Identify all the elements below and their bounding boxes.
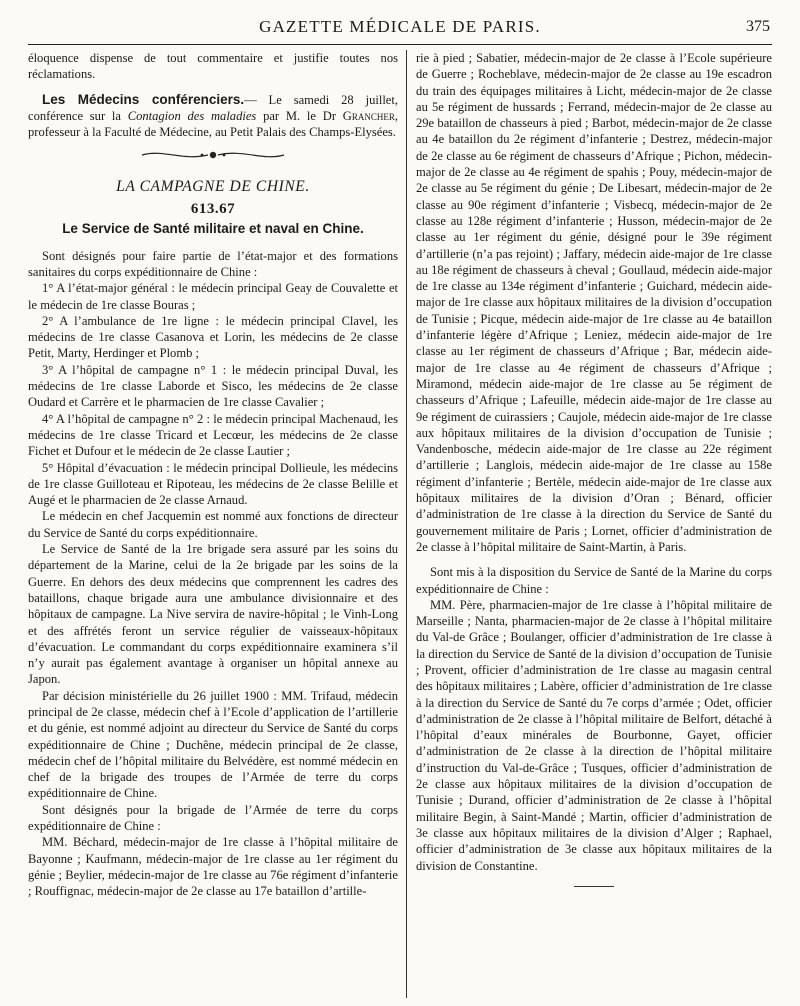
paragraph: Sont désignés pour faire partie de l’état-major et des formations sanitaires du corps expéditionnaire de Chine : [28,248,398,279]
article-number: 613.67 [190,201,236,218]
paragraph: 3° A l’hôpital de campagne n° 1 : le médecin principal Duval, les médecins de 1re classe Laborde et Sisco, les médecins de 2e classe Oudard et Carrère et le pharmacien de 1re classe Cavalier ; [28,362,398,410]
right-column [416,50,772,998]
paragraph: 2° A l’ambulance de 1re ligne : le médecin principal Clavel, les médecins de 1re classe Casanova et Lorin, les médecins de 2e classe Petit, Marty, Herdinger et Plomb ; [28,313,398,361]
paragraph: MM. Béchard, médecin-major de 1re classe à l’hôpital militaire de Bayonne ; Kaufmann, médecin-major de 1re classe au 1er régiment du génie ; Beylier, médecin-major de 1re classe au 76e régiment d’infanterie ; Rouffignac, médecin-major de 2e classe au 17e bataillon d’artille- [28,835,398,899]
intro-paragraph: éloquence dispense de tout commentaire et justifie toutes nos réclamations. [28,51,398,82]
section-title: LA CAMPAGNE DE CHINE. [116,177,310,195]
paragraph: rie à pied ; Sabatier, médecin-major de 2e classe à l’Ecole supérieure de Guerre ; Rocheblave, médecin-major de 2e classe au 19e escadron du train des équipages militaires à Licht, médecin-major de 2e classe au 5e régiment de hussards ; Ferrand, médecin-major de 2e classe au 29e bataillon de chasseurs à pied ; Barbot, médecin-major de 2e classe au 4e bataillon du 2e régiment d’infanterie ; Destrez, médecin-major de 2e classe au 6e régiment de chasseurs d’Afrique ; Pichon, médecin-major de 2e classe au 4e régiment de spahis ; Pouy, médecin-major de 2e classe au 5e régiment du génie ; De Libesart, médecin-major de 2e classe au 90e régiment d’infanterie ; Visbecq, médecin-major de 2e classe au 128e régiment d’infanterie ; Husson, médecin-major de 2e classe au 1er régiment du génie, désigné pour le 39e régiment d’artillerie (n’a pas rejoint) ; Jaffary, médecin aide-major de 1re classe au 18e régiment de chasseurs à cheval ; Goullaud, médecin aide-major de 1re classe au 134e régiment d’infanterie ; Guichard, médecin aide-major de 1re classe aux hôpitaux militaires de la division d’occupation de Tunisie ; Picque, médecin aide-major de 1re classe au 4e bataillon d’infanterie légère d’Afrique ; Leniez, médecin aide-major de 1re classe au 1er régiment de chasseurs d’Afrique ; Bar, médecin aide-major de 1re classe au 4e régiment de chasseurs d’Afrique ; Miramond, médecin aide-major de 1re classe au 5e régiment de chasseurs d’Afrique ; Lafeuille, médecin aide-major de 1re classe au 9e régiment de cuirassiers ; Caujole, médecin aide-major de 1re classe aux hôpitaux militaires de la division d’occupation de Tunisie ; Vandenbosche, médecin aide-major de 1re classe au 22e régiment d’artillerie ; Langlois, médecin aide-major de 1re classe au 158e régiment d’infanterie ; Bertèle, médecin aide-major de 1re classe aux hôpitaux militaires de la division d’Oran ; Bénard, officier d’administration de 1re classe à la direction du Service de Santé du gouvernement militaire de Paris ; Lornet, officier d’administration de 2e classe à l’hôpital militaire de Saint-Martin, à Paris. [416,51,772,554]
conference-notice [28,92,398,141]
article-title: Le Service de Santé militaire et naval en Chine. [62,221,364,237]
paragraph: MM. Père, pharmacien-major de 1re classe à l’hôpital militaire de Marseille ; Nanta, pharmacien-major de 2e classe à l’hôpital militaire du Val-de Grâce ; Boulanger, officier d’administration de 1re classe à la direction du Service de Santé de la division d’occupation de Tunisie ; Provent, officier d’administration de 1re classe au magasin central des hôpitaux militaires ; Labère, officier d’administration de 1re classe à la direction du Service de Santé du 7e corps d’armée ; Odet, officier d’administration de 2e classe à l’hôpital militaire de Belfort, détaché à l’hôpital d’eaux minérales de Bourbonne, Gayet, officier d’administration de 2e classe à la direction de l’hôpital militaire d’instruction du Val-de-Grâce ; Tusques, officier d’administration de 2e classe aux hôpitaux militaires de la division d’occupation de Tunisie ; Durand, officier d’administration de 2e classe à l’hôpital militaire Begin, à Saint-Mandé ; Martin, officier d’administration de 3e classe aux hôpitaux militaires de la division d’Alger ; Raphael, officier d’administration de 3e classe aux hôpitaux militaires de la division de Constantine. [416,597,772,873]
ornament-divider [28,148,398,166]
left-column [28,50,398,998]
conference-speaker: Grancher [342,108,395,123]
flourish-icon [138,148,288,162]
conference-text-2: par M. le Dr [256,108,343,123]
paragraph: Le Service de Santé de la 1re brigade sera assuré par les soins du département de la Marine, celui de la 2e brigade par les soins de la Guerre. En dehors des deux médecins que comprennent les cadres des bataillons, chaque brigade aura une ambulance divisionnaire et des hôpitaux de campagne. La Nive servira de navire-hôpital ; le Vinh-Long et des affrétés feront un service régulier de vaisseaux-hôpitaux d’évacuation. Le commandant du corps expéditionnaire examinera s’il n’y aurait pas également avantage à organiser un hôpital annexe au Japon. [28,542,398,687]
journal-title: GAZETTE MÉDICALE DE PARIS. [259,17,541,36]
paragraph: 5° Hôpital d’évacuation : le médecin principal Dollieule, les médecins de 1re classe Guilloteau et Ripoteau, les médecins de 2e classe Belille et Augé et le pharmacien de 2e classe Arnaud. [28,460,398,508]
conference-heading: Les Médecins conférenciers. [42,91,245,107]
conference-text-3: , professeur à la Faculté de Médecine, au Petit Palais des Champs-Elysées. [28,108,398,140]
paragraph: 4° A l’hôpital de campagne n° 2 : le médecin principal Machenaud, les médecins de 1re classe Tricard et Lecœur, les médecins de 2e classe Fichet et Dufour et le médecin de 2e classe Lautier ; [28,411,398,459]
page-number: 375 [746,18,770,35]
paragraph: 1° A l’état-major général : le médecin principal Geay de Couvalette et le médecin de 1re classe Bouras ; [28,281,398,312]
paragraph: Sont désignés pour la brigade de l’Armée de terre du corps expéditionnaire de Chine : [28,802,398,834]
conference-text-1: — Le samedi 28 juillet, conférence sur la [28,92,398,123]
paragraph: Par décision ministérielle du 26 juillet 1900 : MM. Trifaud, médecin principal de 2e classe, médecin chef à l’Ecole d’application de l’artillerie et du génie, est nommé adjoint au directeur du Service de Santé du corps expéditionnaire de Chine ; Duchêne, médecin principal de 2e classe, médecin chef de l’hôpital militaire du Belvédère, est nommé médecin en chef de la brigade des troupes de l’Armée de terre du corps expéditionnaire de Chine. [28,688,398,801]
conference-topic: Contagion des maladies [127,108,257,123]
column-divider [406,50,407,998]
paragraph: Le médecin en chef Jacquemin est nommé aux fonctions de directeur du Service de Santé du corps expéditionnaire. [28,509,398,540]
end-rule [574,886,614,887]
page-header [28,14,772,45]
paragraph: Sont mis à la disposition du Service de Santé de la Marine du corps expéditionnaire de Chine : [416,565,772,596]
